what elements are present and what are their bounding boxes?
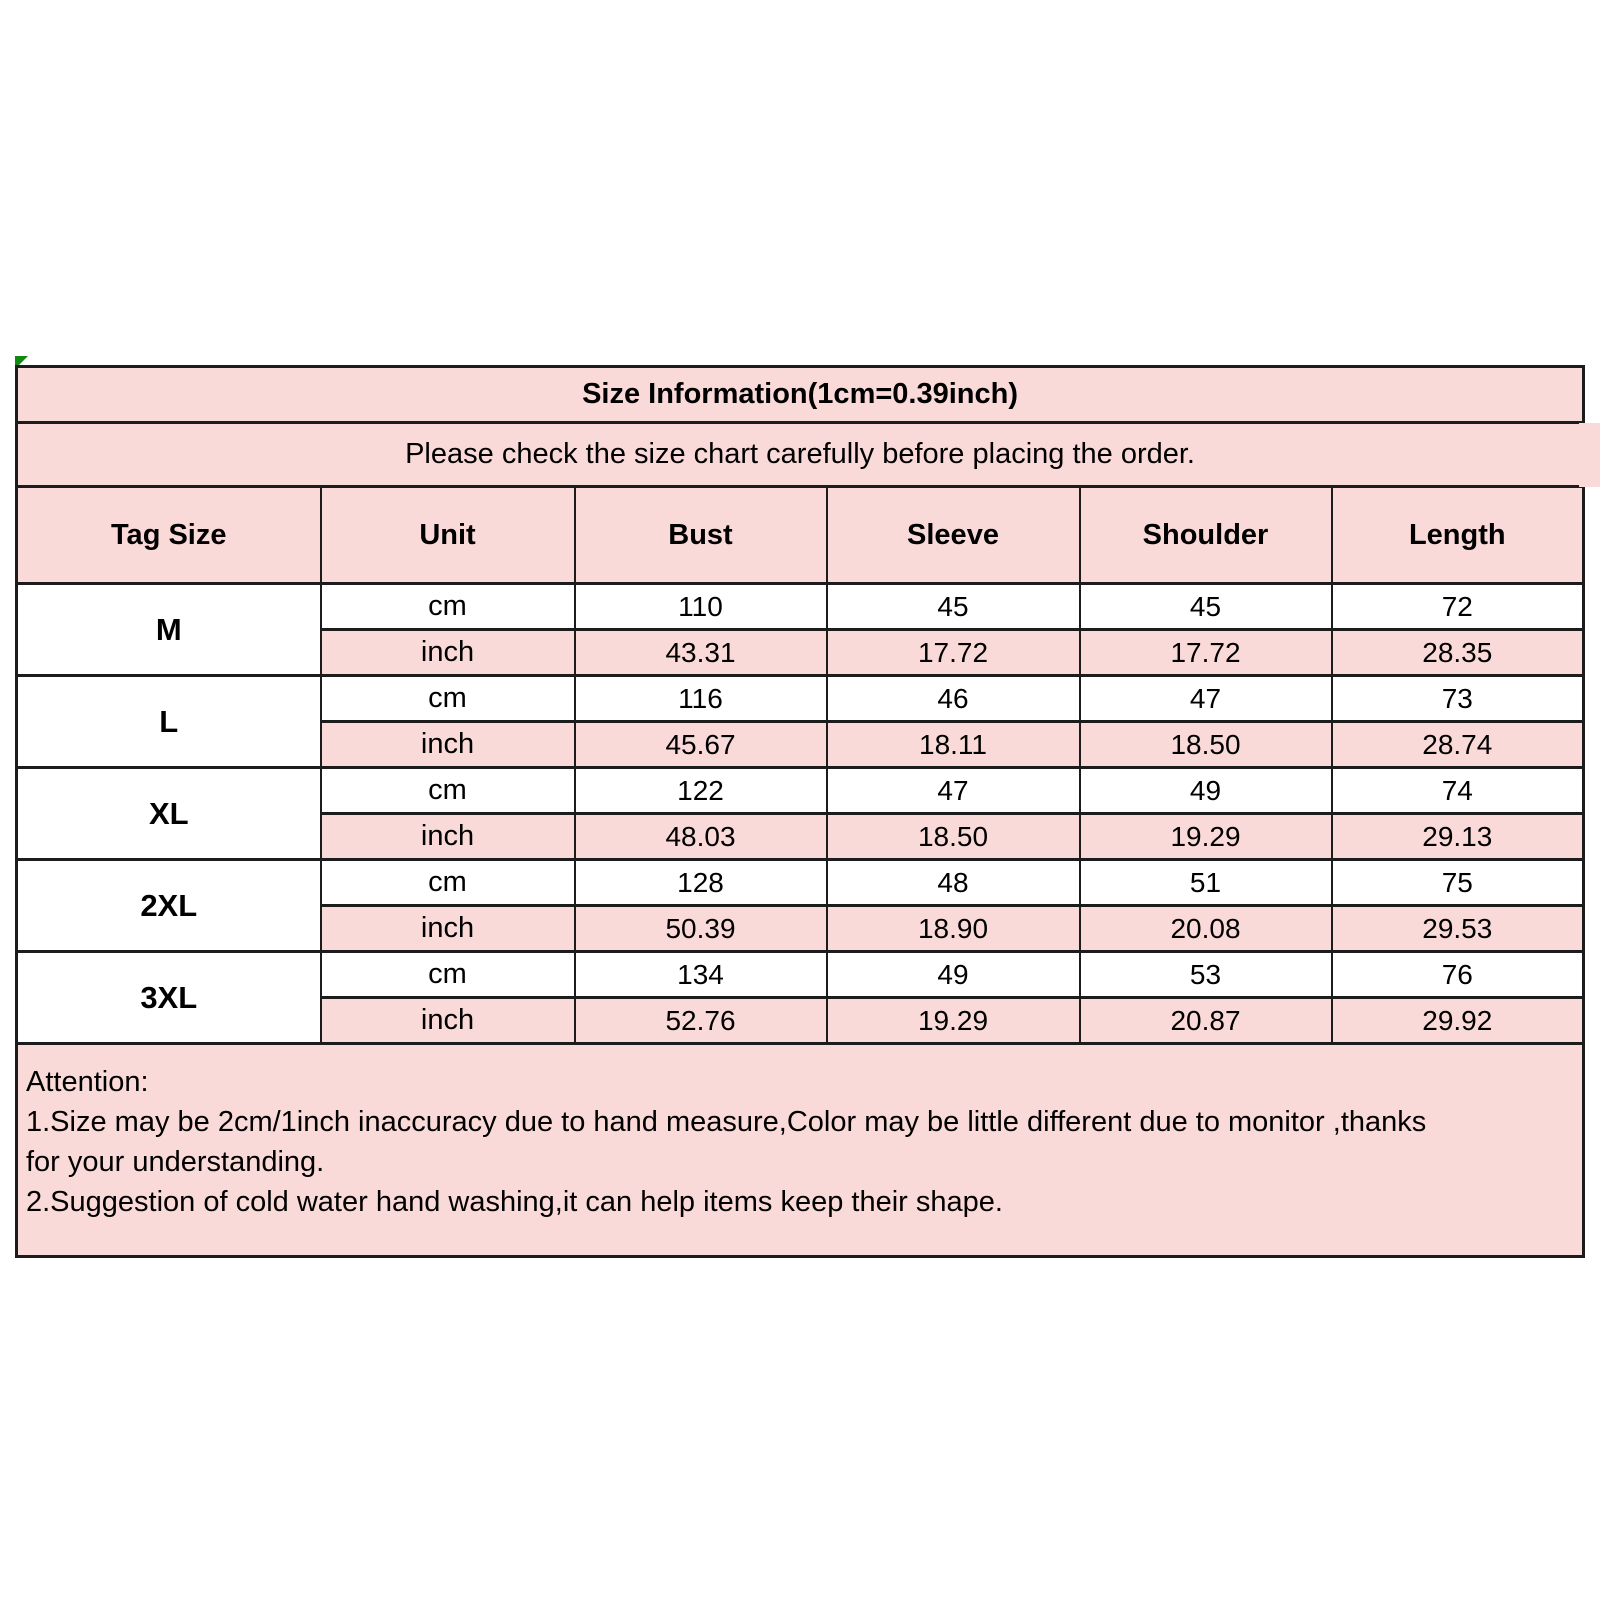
shoulder-value: 18.50	[1080, 722, 1332, 768]
shoulder-value: 53	[1080, 952, 1332, 998]
attention-section	[17, 1044, 1584, 1257]
bust-value: 43.31	[575, 630, 827, 676]
unit-cell: inch	[321, 722, 575, 768]
unit-cell: cm	[321, 676, 575, 722]
bust-value: 128	[575, 860, 827, 906]
size-chart-table	[15, 365, 1585, 1258]
length-value: 72	[1332, 584, 1584, 630]
size-chart-sheet	[15, 365, 1585, 1258]
column-header-tag-size: Tag Size	[17, 487, 321, 584]
length-value: 28.74	[1332, 722, 1584, 768]
shoulder-value: 45	[1080, 584, 1332, 630]
sleeve-value: 17.72	[827, 630, 1080, 676]
shoulder-value: 49	[1080, 768, 1332, 814]
unit-cell: inch	[321, 630, 575, 676]
sleeve-value: 18.50	[827, 814, 1080, 860]
sleeve-value: 45	[827, 584, 1080, 630]
length-value: 75	[1332, 860, 1584, 906]
bust-value: 122	[575, 768, 827, 814]
shoulder-value: 20.87	[1080, 998, 1332, 1044]
shoulder-value: 19.29	[1080, 814, 1332, 860]
table-row-l-cm	[17, 676, 1584, 722]
bust-value: 50.39	[575, 906, 827, 952]
shoulder-value: 17.72	[1080, 630, 1332, 676]
bust-value: 110	[575, 584, 827, 630]
sleeve-value: 19.29	[827, 998, 1080, 1044]
column-header-unit: Unit	[321, 487, 575, 584]
table-row-2xl-cm	[17, 860, 1584, 906]
bust-value: 134	[575, 952, 827, 998]
length-value: 74	[1332, 768, 1584, 814]
attention-note-2: 2.Suggestion of cold water hand washing,it can help items keep their shape.	[26, 1186, 1003, 1218]
size-chart-subtitle: Please check the size chart carefully before placing the order.	[17, 423, 1584, 487]
column-header-sleeve: Sleeve	[827, 487, 1080, 584]
length-value: 76	[1332, 952, 1584, 998]
unit-cell: cm	[321, 952, 575, 998]
size-chart-title: Size Information(1cm=0.39inch)	[17, 367, 1584, 423]
length-value: 73	[1332, 676, 1584, 722]
unit-cell: inch	[321, 998, 575, 1044]
tag-size-cell: M	[17, 584, 321, 676]
sleeve-value: 49	[827, 952, 1080, 998]
tag-size-cell: XL	[17, 768, 321, 860]
table-row-m-cm	[17, 584, 1584, 630]
sleeve-value: 47	[827, 768, 1080, 814]
sleeve-value: 18.11	[827, 722, 1080, 768]
shoulder-value: 20.08	[1080, 906, 1332, 952]
attention-note-1-line-2: for your understanding.	[26, 1146, 325, 1178]
column-header-shoulder: Shoulder	[1080, 487, 1332, 584]
table-row-3xl-cm	[17, 952, 1584, 998]
unit-cell: inch	[321, 814, 575, 860]
bust-value: 52.76	[575, 998, 827, 1044]
unit-cell: inch	[321, 906, 575, 952]
unit-cell: cm	[321, 860, 575, 906]
length-value: 28.35	[1332, 630, 1584, 676]
bust-value: 116	[575, 676, 827, 722]
length-value: 29.13	[1332, 814, 1584, 860]
tag-size-cell: 2XL	[17, 860, 321, 952]
subtitle-row-overflow	[1579, 423, 1600, 487]
length-value: 29.92	[1332, 998, 1584, 1044]
column-header-length: Length	[1332, 487, 1584, 584]
unit-cell: cm	[321, 768, 575, 814]
attention-heading: Attention:	[26, 1066, 149, 1098]
tag-size-cell: 3XL	[17, 952, 321, 1044]
sleeve-value: 48	[827, 860, 1080, 906]
bust-value: 48.03	[575, 814, 827, 860]
tag-size-cell: L	[17, 676, 321, 768]
table-row-xl-cm	[17, 768, 1584, 814]
length-value: 29.53	[1332, 906, 1584, 952]
column-header-bust: Bust	[575, 487, 827, 584]
shoulder-value: 51	[1080, 860, 1332, 906]
bust-value: 45.67	[575, 722, 827, 768]
attention-note-1-line-1: 1.Size may be 2cm/1inch inaccuracy due to hand measure,Color may be little different due to monitor ,thanks	[26, 1106, 1427, 1138]
shoulder-value: 47	[1080, 676, 1332, 722]
unit-cell: cm	[321, 584, 575, 630]
sleeve-value: 18.90	[827, 906, 1080, 952]
sleeve-value: 46	[827, 676, 1080, 722]
